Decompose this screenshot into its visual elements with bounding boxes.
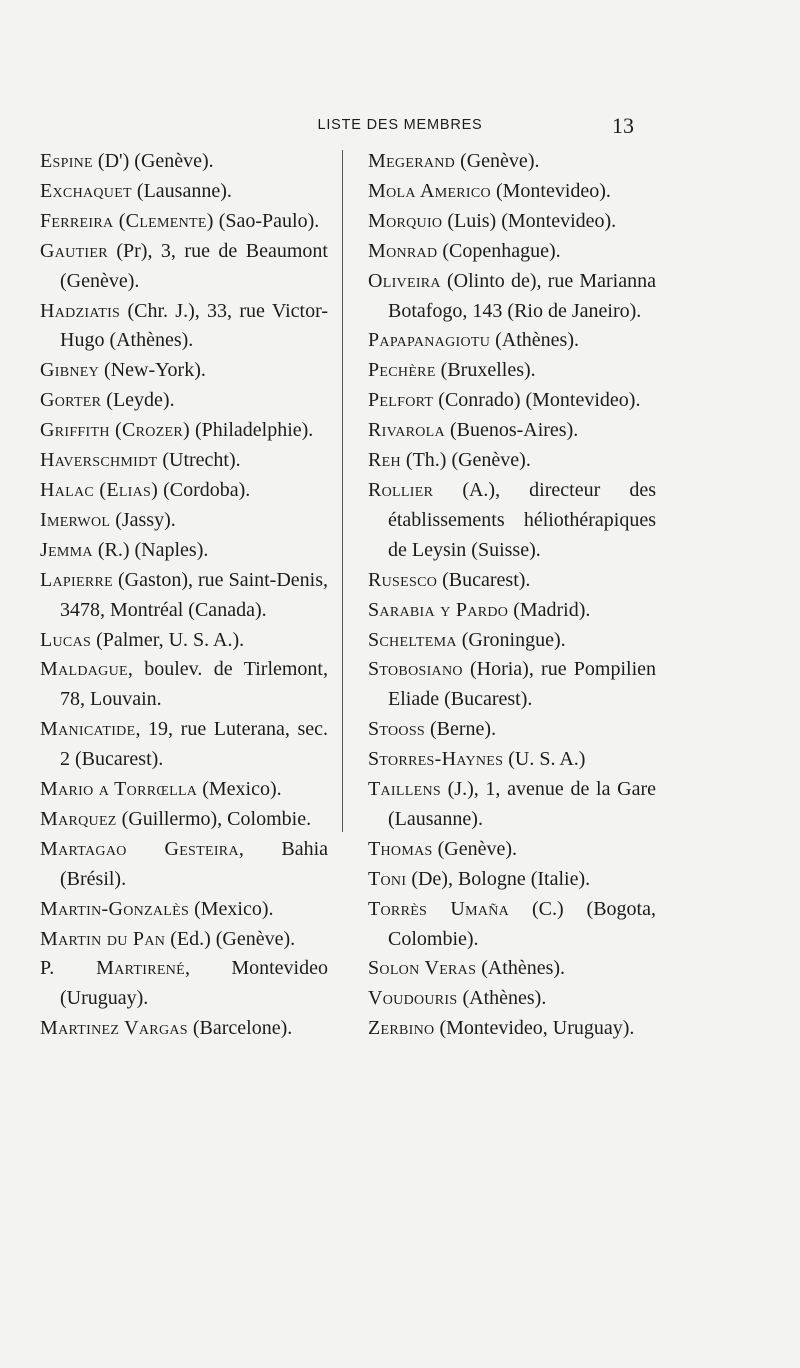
member-entry — [368, 476, 656, 566]
member-details: (New-York). — [99, 359, 206, 382]
member-details: (Groningue). — [456, 628, 566, 651]
member-details: (Philadelphie). — [190, 419, 314, 442]
member-details: (C.) (Bogota, Colombie). — [388, 897, 656, 950]
member-details: (Bruxelles). — [435, 359, 536, 382]
member-entry — [40, 506, 328, 536]
member-details: (Mexico). — [189, 897, 274, 920]
member-details: (Guillermo), Colombie. — [116, 807, 312, 830]
member-entry — [40, 626, 328, 656]
member-entry — [368, 446, 656, 476]
member-details: (Athènes). — [490, 329, 579, 352]
member-entry — [40, 655, 328, 715]
member-entry — [368, 895, 656, 955]
member-name: Pelfort — [368, 389, 434, 412]
member-name: Mola Americo — [368, 179, 491, 202]
member-name: Manicatide — [40, 718, 136, 741]
member-name: Rusesco — [368, 568, 438, 591]
member-entry — [40, 207, 328, 237]
member-details: (Cordoba). — [158, 478, 251, 501]
member-name: Scheltema — [368, 628, 457, 651]
member-details: (R.) (Naples). — [92, 538, 209, 561]
member-name: Pechère — [368, 359, 436, 382]
member-name: Marquez — [40, 807, 117, 830]
member-entry — [368, 147, 656, 177]
member-details: (Genève). — [455, 150, 540, 172]
member-details: (Madrid). — [508, 598, 591, 621]
member-details: (Gaston), rue Saint-Denis, 3478, Montréal (Canada). — [60, 568, 328, 621]
member-name: Haverschmidt — [40, 449, 158, 472]
member-details: (Montevideo, Uruguay). — [434, 1017, 635, 1040]
member-entry — [368, 326, 656, 356]
member-name: Martin du Pan — [40, 927, 166, 950]
member-entry — [40, 476, 328, 506]
member-name: Lapierre — [40, 568, 113, 591]
member-name: Rivarola — [368, 419, 445, 442]
member-entry — [368, 596, 656, 626]
member-details: , Bahia (Brésil). — [60, 837, 329, 890]
member-entry — [368, 386, 656, 416]
member-name: Rollier — [368, 478, 434, 501]
member-entry — [40, 386, 328, 416]
member-entry — [40, 356, 328, 386]
member-name: Megerand — [368, 150, 456, 172]
member-name: P. Martirené — [40, 957, 185, 980]
member-name: Morquio — [368, 209, 443, 232]
page-number: 13 — [612, 113, 634, 138]
member-entry — [368, 626, 656, 656]
member-name: Hadziatis — [40, 299, 121, 322]
member-name: Stooss — [368, 718, 426, 741]
member-details: (Genève). — [432, 837, 517, 860]
right-column — [368, 147, 656, 1044]
member-name: Jemma — [40, 538, 93, 561]
member-name: Reh — [368, 449, 401, 472]
member-details: (Leyde). — [101, 389, 175, 412]
member-name: Halac (Elias) — [40, 478, 159, 501]
member-details: , boulev. de Tirlemont, 78, Louvain. — [60, 658, 328, 711]
member-name: Oliveira — [368, 269, 441, 292]
member-entry — [40, 536, 328, 566]
member-details: (Copenhague). — [437, 239, 561, 262]
member-name: Storres-Haynes — [368, 748, 504, 771]
member-entry — [40, 566, 328, 626]
member-details: (Horia), rue Pompilien Eliade (Bucarest). — [388, 658, 656, 711]
member-entry — [40, 715, 328, 775]
member-name: Maldague — [40, 658, 128, 681]
member-name: Monrad — [368, 239, 438, 262]
member-entry — [40, 177, 328, 207]
member-entry — [368, 177, 656, 207]
member-details: (Athènes). — [457, 987, 547, 1010]
member-entry — [368, 267, 656, 327]
member-entry — [368, 237, 656, 267]
member-entry — [368, 745, 656, 775]
member-details: (Pr), 3, rue de Beaumont (Genève). — [60, 239, 328, 292]
running-title: LISTE DES MEMBRES — [317, 117, 483, 133]
member-name: Martinez Vargas — [40, 1017, 188, 1040]
left-column — [40, 147, 328, 1044]
member-details: , 19, rue Luterana, sec. 2 (Bucarest). — [60, 718, 328, 771]
member-entry — [368, 356, 656, 386]
member-entry — [40, 775, 328, 805]
member-name: Stobosiano — [368, 658, 463, 681]
member-name: Taillens — [368, 778, 441, 801]
member-details: (De), Bologne (Italie). — [406, 867, 591, 890]
member-name: Voudouris — [368, 987, 458, 1010]
member-name: Papapanagiotu — [368, 329, 491, 352]
member-details: (Th.) (Genève). — [400, 449, 531, 472]
member-details: (A.), directeur des établissements héliothérapiques de Leysin (Suisse). — [388, 478, 656, 561]
member-name: Espine — [40, 150, 93, 172]
member-entry — [368, 715, 656, 745]
member-name: Toni — [368, 867, 407, 890]
member-name: Solon Veras — [368, 957, 477, 980]
member-name: Gorter — [40, 389, 102, 412]
member-details: (Ed.) (Genève). — [165, 927, 296, 950]
member-details: (Bucarest). — [437, 568, 531, 591]
member-details: (Sao-Paulo). — [213, 209, 320, 232]
member-entry — [368, 207, 656, 237]
member-entry — [40, 925, 328, 955]
member-entry — [368, 1014, 656, 1044]
page-header — [0, 115, 800, 139]
member-details: (Palmer, U. S. A.). — [91, 628, 245, 651]
member-entry — [40, 147, 328, 177]
member-entry — [368, 865, 656, 895]
member-name: Zerbino — [368, 1017, 435, 1040]
member-name: Martin-Gonzalès — [40, 897, 190, 920]
member-entry — [40, 895, 328, 925]
member-details: (Lausanne). — [131, 179, 232, 202]
member-name: Lucas — [40, 628, 92, 651]
member-name: Martagao Gesteira — [40, 837, 239, 860]
member-entry — [368, 954, 656, 984]
member-entry — [40, 954, 328, 1014]
member-entry — [368, 655, 656, 715]
member-entry — [40, 1014, 328, 1044]
member-entry — [368, 416, 656, 446]
member-details: (Luis) (Montevideo). — [442, 209, 617, 232]
member-entry — [40, 835, 328, 895]
member-details: (Jassy). — [110, 508, 176, 531]
member-details: (Utrecht). — [157, 449, 241, 472]
member-name: Griffith (Crozer) — [40, 419, 190, 442]
member-name: Mario a Torrœlla — [40, 778, 198, 801]
member-name: Exchaquet — [40, 179, 132, 202]
member-entry — [368, 984, 656, 1014]
column-divider — [342, 150, 343, 832]
member-details: (Montevideo). — [490, 179, 611, 202]
member-entry — [40, 416, 328, 446]
member-entry — [40, 297, 328, 357]
member-details: (Mexico). — [197, 778, 282, 801]
member-details: , Montevideo (Uruguay). — [60, 957, 328, 1010]
member-details: (D') (Genève). — [92, 150, 214, 172]
member-name: Imerwol — [40, 508, 111, 531]
member-details: (Chr. J.), 33, rue Victor-Hugo (Athènes). — [60, 299, 328, 352]
member-details: (U. S. A.) — [503, 748, 586, 771]
member-name: Gautier — [40, 239, 108, 262]
member-entry — [40, 237, 328, 297]
member-details: (Conrado) (Montevideo). — [433, 389, 641, 412]
member-details: (J.), 1, avenue de la Gare (Lausanne). — [388, 778, 656, 830]
member-name: Ferreira (Clemente) — [40, 209, 214, 232]
member-name: Thomas — [368, 837, 433, 860]
member-details: (Olinto de), rue Marianna Botafogo, 143 (Rio de Janeiro). — [388, 269, 656, 322]
member-name: Gibney — [40, 359, 100, 382]
member-entry — [368, 835, 656, 865]
member-details: (Athènes). — [476, 957, 566, 980]
member-entry — [368, 775, 656, 835]
member-name: Sarabia y Pardo — [368, 598, 509, 621]
member-entry — [40, 805, 328, 835]
member-name: Torrès Umaña — [368, 897, 510, 920]
member-details: (Barcelone). — [187, 1017, 293, 1040]
member-details: (Berne). — [425, 718, 497, 741]
member-entry — [40, 446, 328, 476]
member-details: (Buenos-Aires). — [444, 419, 579, 442]
member-entry — [368, 566, 656, 596]
